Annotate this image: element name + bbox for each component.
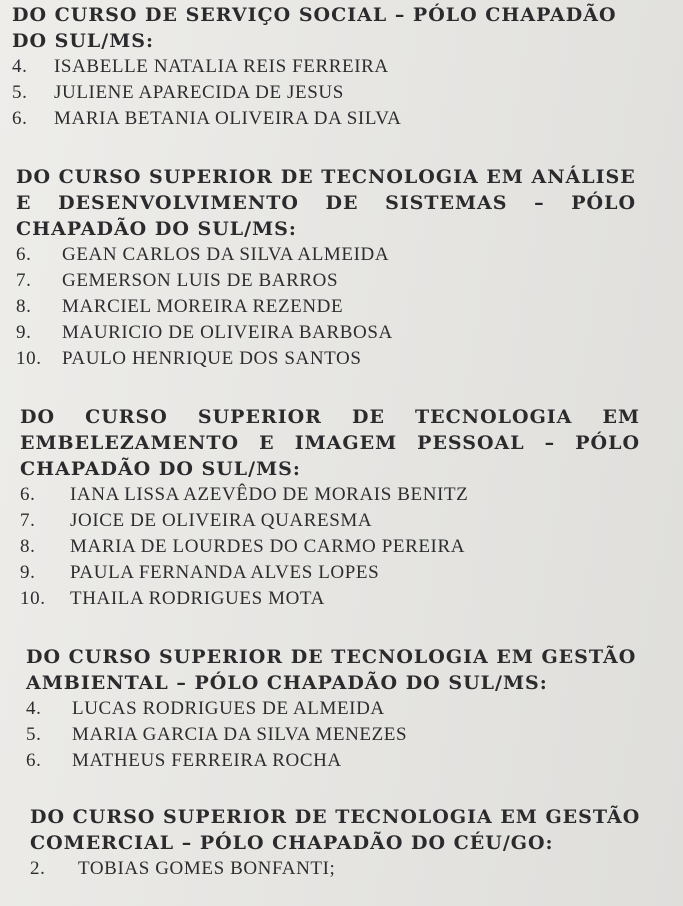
item-number: 7. (20, 510, 36, 531)
heading-line: DO CURSO DE SERVIÇO SOCIAL – PÓLO CHAPADÃO (12, 4, 617, 26)
list-item (20, 534, 640, 560)
list-item (20, 560, 640, 586)
item-name: GEMERSON LUIS DE BARROS (62, 270, 339, 291)
item-name: MARIA DE LOURDES DO CARMO PEREIRA (70, 536, 466, 557)
section-embelezamento (0, 404, 640, 612)
item-number: 10. (20, 588, 46, 609)
heading-line: DO CURSO SUPERIOR DE TECNOLOGIA EM (20, 406, 640, 428)
item-number: 8. (16, 296, 32, 317)
section-analise-sistemas (0, 164, 636, 372)
section-servico-social (0, 2, 672, 132)
item-name: JULIENE APARECIDA DE JESUS (54, 82, 344, 103)
item-name: JOICE DE OLIVEIRA QUARESMA (70, 510, 373, 531)
section-gestao-ambiental (0, 644, 656, 774)
item-name: MARIA BETANIA OLIVEIRA DA SILVA (54, 108, 402, 129)
heading-line: AMBIENTAL – PÓLO CHAPADÃO DO SUL/MS: (26, 672, 548, 694)
item-name: MARIA GARCIA DA SILVA MENEZES (72, 724, 408, 745)
item-name: PAULO HENRIQUE DOS SANTOS (62, 348, 362, 369)
item-number: 6. (20, 484, 36, 505)
heading-line: DO CURSO SUPERIOR DE TECNOLOGIA EM ANÁLISE (16, 166, 636, 188)
heading-line: E DESENVOLVIMENTO DE SISTEMAS – PÓLO (16, 192, 636, 214)
section-heading (16, 164, 636, 242)
heading-line: EMBELEZAMENTO E IMAGEM PESSOAL – PÓLO (20, 432, 640, 454)
item-number: 9. (16, 322, 32, 343)
list-item (16, 294, 636, 320)
heading-line: CHAPADÃO DO SUL/MS: (16, 218, 297, 240)
list-item (20, 482, 640, 508)
list-item (16, 242, 636, 268)
heading-line: COMERCIAL – PÓLO CHAPADÃO DO CÉU/GO: (30, 832, 554, 854)
list-item (12, 54, 672, 80)
item-name: THAILA RODRIGUES MOTA (70, 588, 325, 609)
item-number: 4. (12, 56, 28, 77)
item-number: 4. (26, 698, 42, 719)
item-name: GEAN CARLOS DA SILVA ALMEIDA (62, 244, 390, 265)
list-item (20, 586, 640, 612)
section-gestao-comercial (0, 804, 660, 882)
item-name: IANA LISSA AZEVÊDO DE MORAIS BENITZ (70, 484, 469, 505)
item-number: 10. (16, 348, 42, 369)
item-name: ISABELLE NATALIA REIS FERREIRA (54, 56, 389, 77)
list-item (26, 696, 656, 722)
item-number: 9. (20, 562, 36, 583)
heading-line: CHAPADÃO DO SUL/MS: (20, 458, 301, 480)
item-number: 6. (12, 108, 28, 129)
list-item (16, 346, 636, 372)
item-name: PAULA FERNANDA ALVES LOPES (70, 562, 380, 583)
list-item (26, 748, 656, 774)
list-item (16, 268, 636, 294)
list-item (20, 508, 640, 534)
item-number: 8. (20, 536, 36, 557)
section-heading (20, 404, 640, 482)
section-heading (30, 804, 660, 856)
list-item (12, 80, 672, 106)
item-number: 7. (16, 270, 32, 291)
item-number: 2. (30, 858, 46, 879)
section-heading (26, 644, 656, 696)
item-name: MATHEUS FERREIRA ROCHA (72, 750, 342, 771)
list-item (30, 856, 660, 882)
heading-line: DO SUL/MS: (12, 30, 154, 52)
section-heading (12, 2, 672, 54)
item-number: 6. (26, 750, 42, 771)
list-item (16, 320, 636, 346)
heading-line: DO CURSO SUPERIOR DE TECNOLOGIA EM GESTÃO (30, 806, 641, 828)
item-number: 6. (16, 244, 32, 265)
item-name: MARCIEL MOREIRA REZENDE (62, 296, 344, 317)
item-name: LUCAS RODRIGUES DE ALMEIDA (72, 698, 385, 719)
item-number: 5. (12, 82, 28, 103)
item-name: MAURICIO DE OLIVEIRA BARBOSA (62, 322, 393, 343)
list-item (12, 106, 672, 132)
item-number: 5. (26, 724, 42, 745)
heading-line: DO CURSO SUPERIOR DE TECNOLOGIA EM GESTÃO (26, 646, 637, 668)
item-name: TOBIAS GOMES BONFANTI; (78, 858, 336, 879)
list-item (26, 722, 656, 748)
